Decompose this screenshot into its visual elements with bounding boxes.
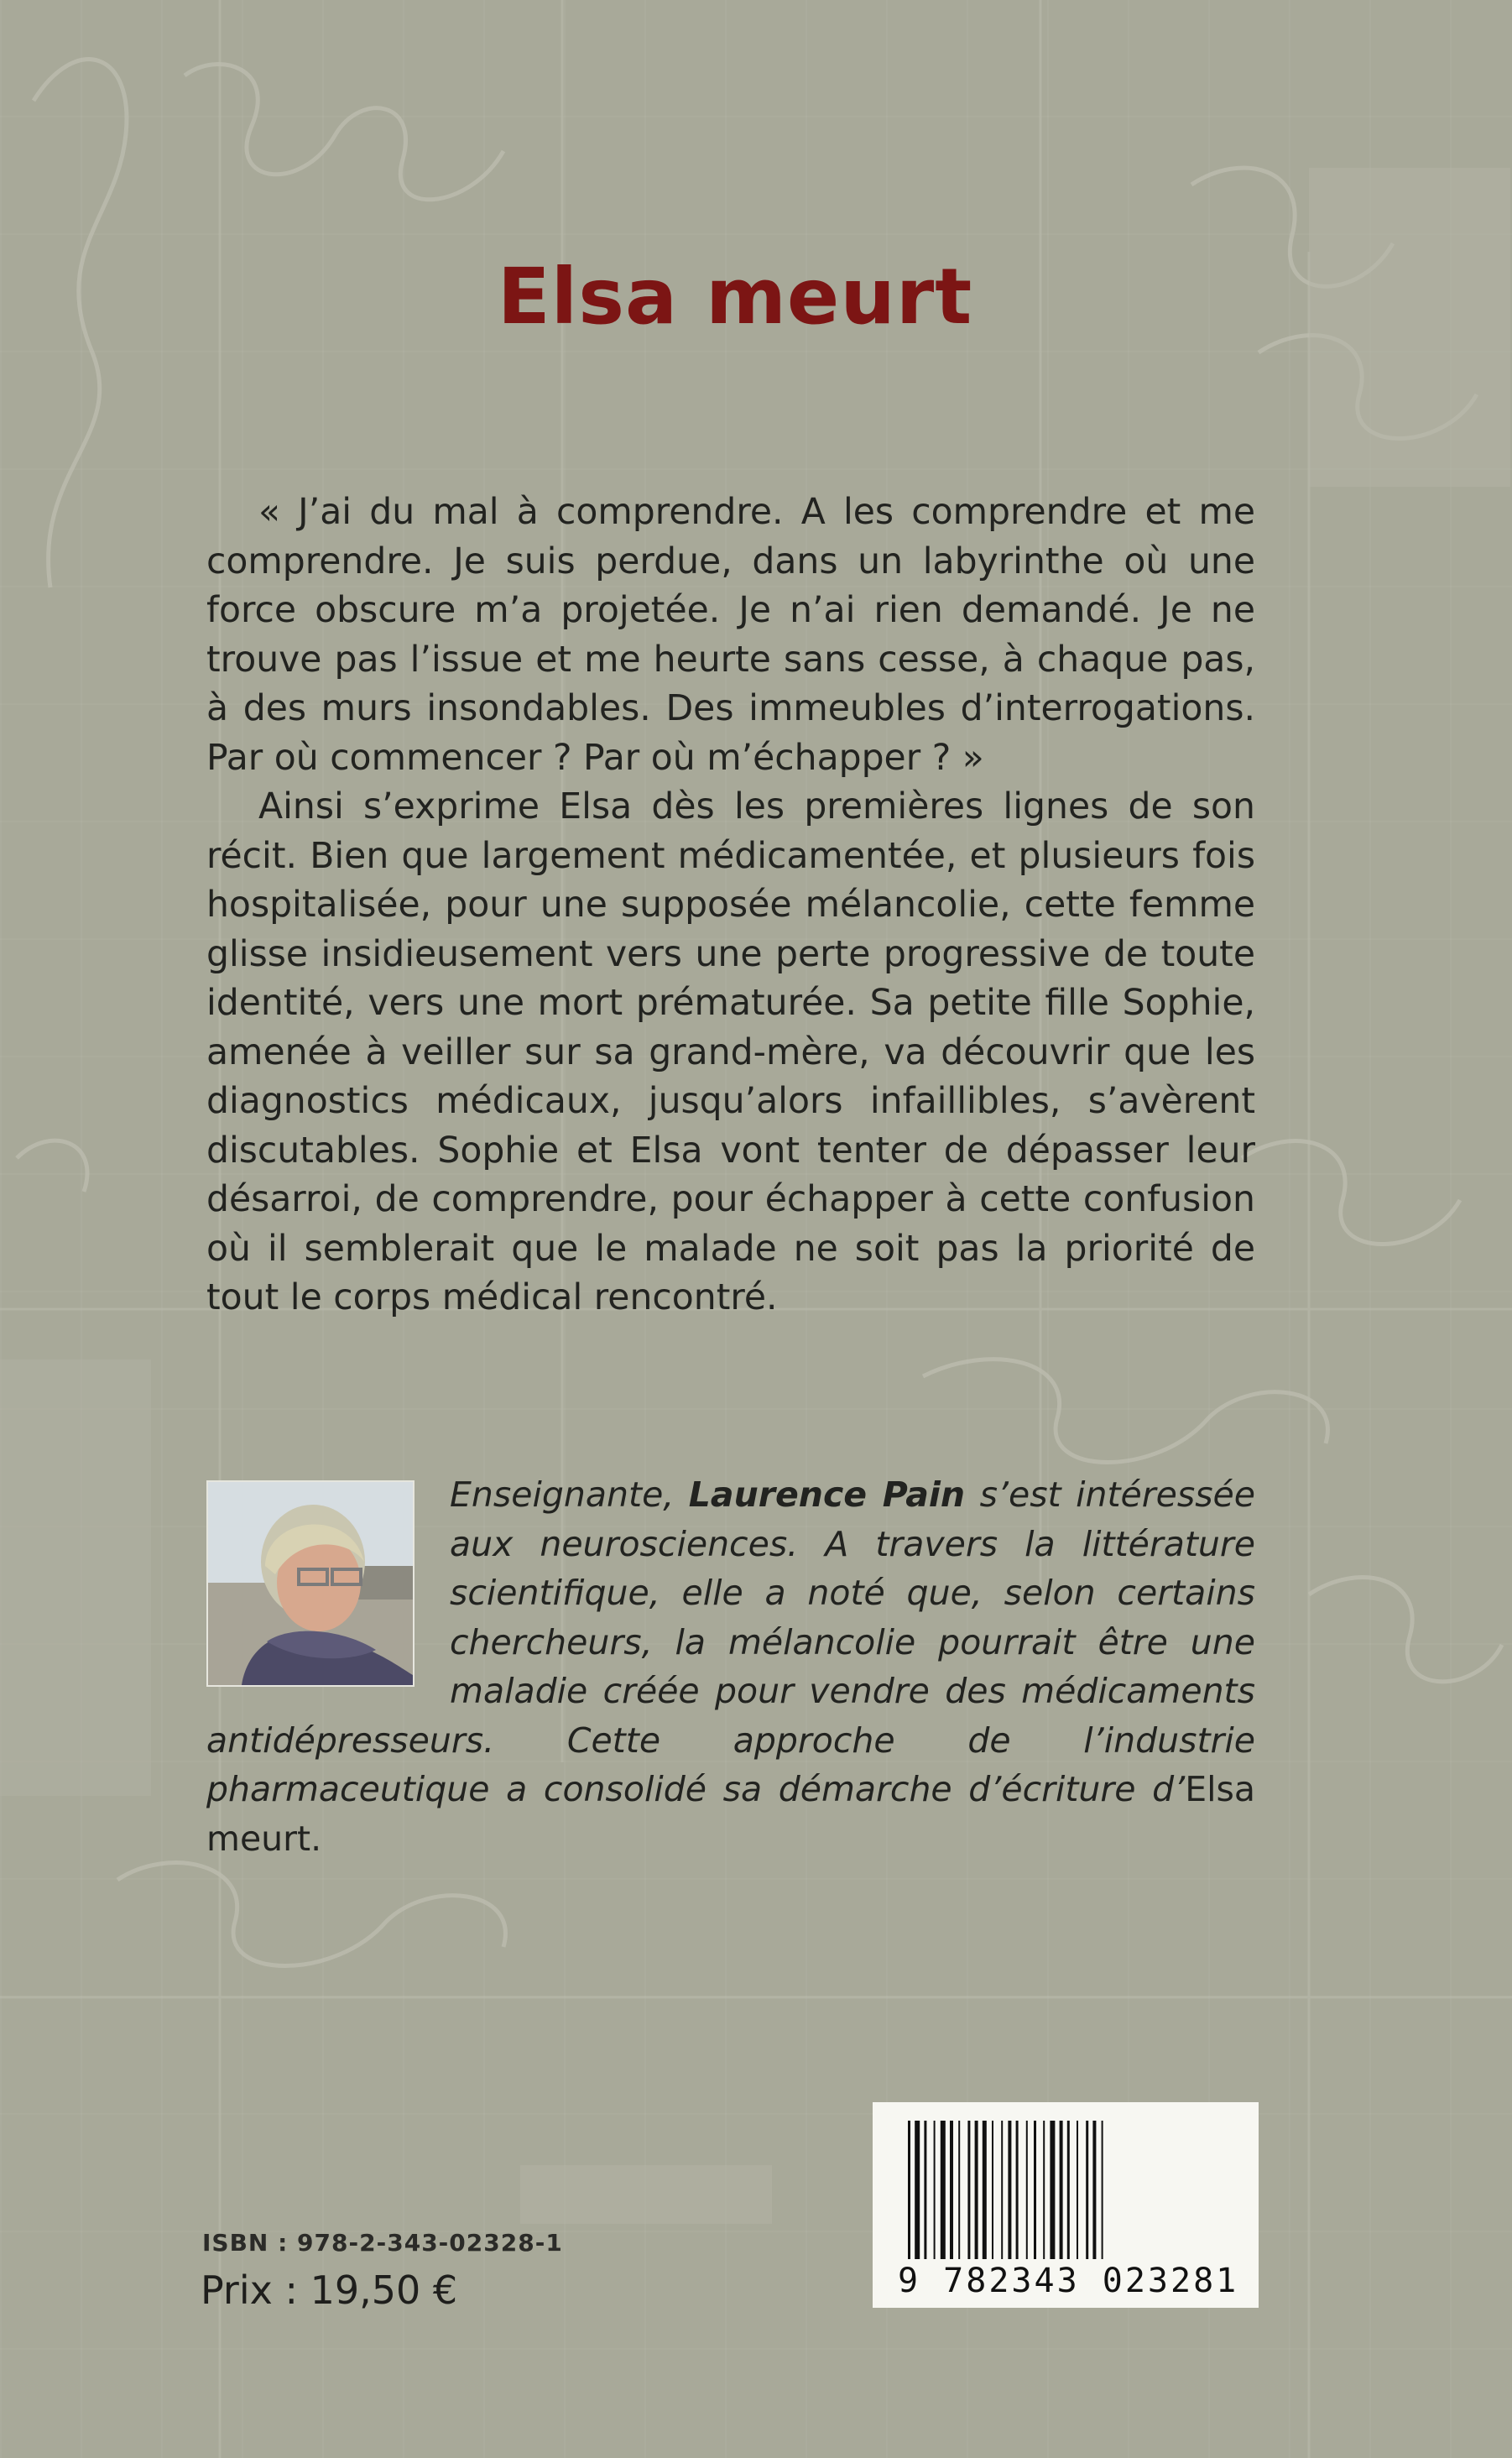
barcode-bar [1050,2121,1055,2259]
barcode-bar [1067,2121,1070,2259]
barcode-bar [924,2121,926,2259]
barcode-number: 9 782343 023281 [898,2262,1239,2300]
barcode-bar [1102,2121,1103,2259]
barcode-bar [958,2121,960,2259]
barcode-bars [906,2121,1225,2263]
barcode [873,2102,1259,2308]
author-bio-intro: Enseignante, [450,1474,689,1515]
author-photo [206,1480,414,1687]
barcode-bar [967,2121,970,2259]
author-bio-end: . [310,1818,322,1859]
blurb-quote-paragraph: « J’ai du mal à comprendre. A les comprendre et me comprendre. Je suis perdue, dans un labyrinthe où une force obscure m’a projetée. Je n’ai rien demandé. Je ne trouve pas l’issue et me heurte sans cesse, à chaque pas, à des murs insondables. Des immeubles d’interrogations. Par où commencer ? Par où m’échapper ? » [206,492,1255,779]
barcode-bar [1034,2121,1036,2259]
barcode-bar [934,2121,936,2259]
blurb-summary-paragraph: Ainsi s’exprime Elsa dès les premières lignes de son récit. Bien que largement médicamentée, et plusieurs fois hospitalisée, pour une supposée mélancolie, cette femme glisse insidieusement vers une perte progressive de toute identité, vers une mort prématurée. Sa petite fille Sophie, amenée à veiller sur sa grand-mère, va découvrir que les diagnostics médicaux, jusqu’alors infaillibles, s’avèrent discutables. Sophie et Elsa vont tenter de dépasser leur désarroi, de comprendre, pour échapper à cette confusion où il semblerait que le malade ne soit pas la priorité de tout le corps médical rencontré. [206,786,1255,1318]
barcode-bar [908,2121,910,2259]
barcode-bar [1016,2121,1019,2259]
author-bio-body: s’est intéressée aux neurosciences. A travers la littérature scientifique, elle a noté que, selon certains chercheurs, la mélancolie pourrait être une maladie créée pour vendre des médicaments antidépresseurs. Cette approche de l’industrie pharmaceutique a consolidé sa démarche d’écriture d’ [206,1474,1256,1809]
barcode-bar [1001,2121,1003,2259]
barcode-bar [941,2121,946,2259]
barcode-bar [992,2121,993,2259]
price-label: Prix : 19,50 € [201,2268,458,2313]
barcode-bar [983,2121,987,2259]
barcode-bar [1077,2121,1078,2259]
barcode-bar [1008,2121,1011,2259]
barcode-bar [975,2121,978,2259]
barcode-bar [915,2121,920,2259]
barcode-bar [1043,2121,1045,2259]
barcode-bar [1060,2121,1063,2259]
isbn-label: ISBN : 978-2-343-02328-1 [202,2229,563,2257]
author-bio [206,1470,1255,1863]
barcode-bar [950,2121,953,2259]
author-bio-title-ref: Elsa meurt [206,1769,1255,1859]
book-title: Elsa meurt [497,252,973,342]
barcode-bar [1086,2121,1088,2259]
blurb-text [206,488,1255,1323]
barcode-bar [1092,2121,1096,2259]
author-name: Laurence Pain [688,1474,966,1515]
barcode-bar [1026,2121,1028,2259]
